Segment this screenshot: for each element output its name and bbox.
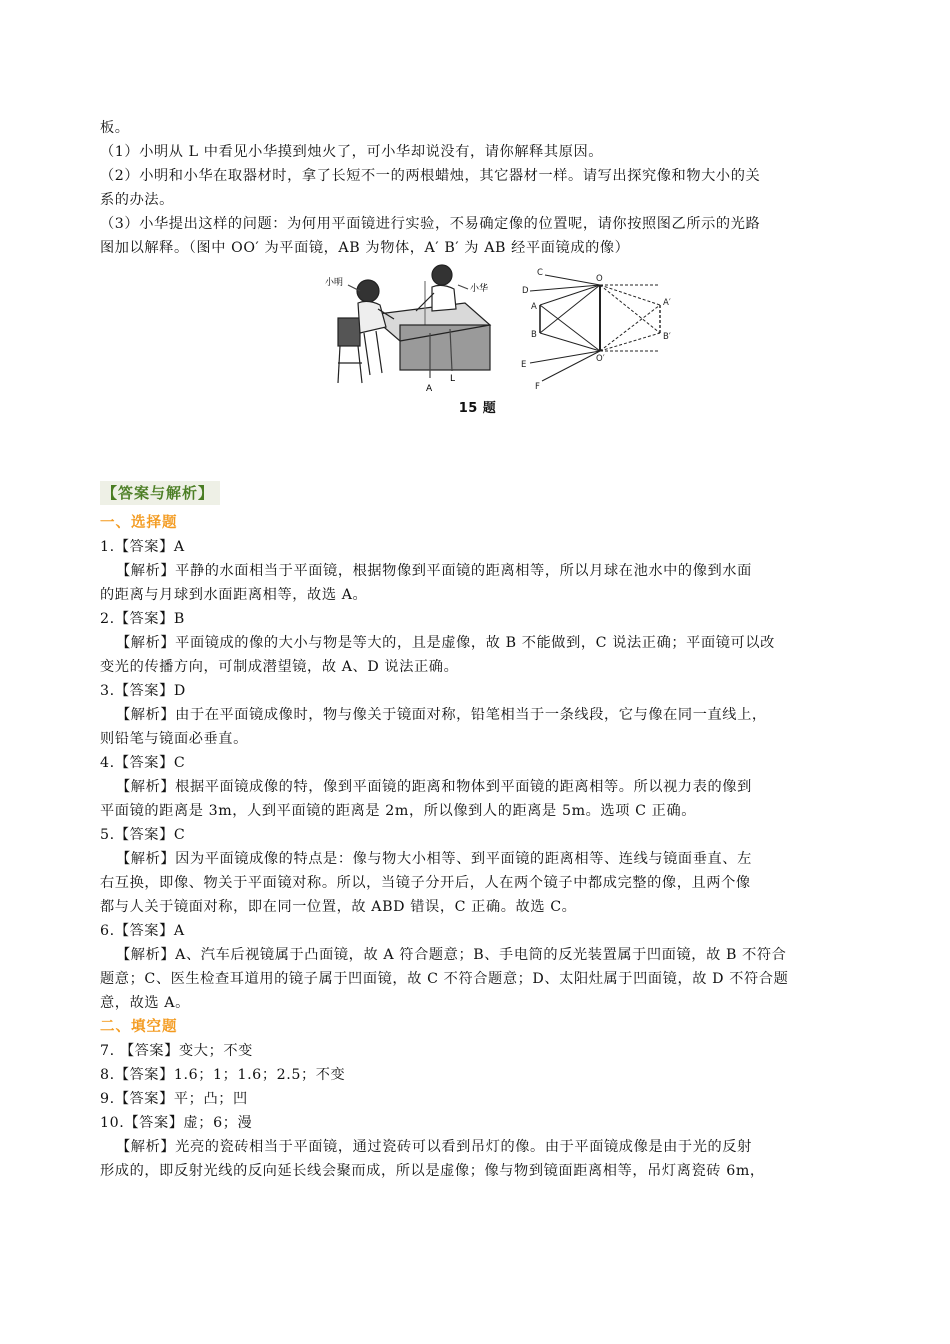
answer-line: 形成的，即反射光线的反向延长线会聚而成，所以是虚像；像与物到镜面距离相等，吊灯离瓷砖 6m， [100,1163,765,1179]
label-D: D [522,286,529,296]
answer-line: 【解析】A、汽车后视镜属于凸面镜，故 A 符合题意；B、手电筒的反光装置属于凹面镜，故 B 不符合 [116,947,787,963]
question-text [100,116,855,260]
answer-line: 平面镜的距离是 3m，人到平面镜的距离是 2m，所以像到人的距离是 5m。选项 C 正确。 [100,803,697,819]
answer-line: 8.【答案】1.6；1；1.6；2.5；不变 [100,1067,346,1083]
answer-line: 则铅笔与镜面必垂直。 [100,731,248,747]
label-B-prime: B′ [663,332,671,342]
label-C: C [537,268,543,278]
question-line: （1）小明从 L 中看见小华摸到烛火了，可小华却说没有，请你解释其原因。 [100,144,604,160]
answer-line: 右互换，即像、物关于平面镜对称。所以，当镜子分开后，人在两个镜子中都成完整的像，且两个像 [100,875,751,891]
answer-line: 都与人关于镜面对称，即在同一位置，故 ABD 错误，C 正确。故选 C。 [100,899,577,915]
answer-line: 变光的传播方向，可制成潜望镜，故 A、D 说法正确。 [100,659,459,675]
answer-line: 【解析】由于在平面镜成像时，物与像关于镜面对称，铅笔相当于一条线段，它与像在同一直线上， [116,707,767,723]
answer-line: 4.【答案】C [100,755,186,771]
section-fill-heading: 二、填空题 [100,1018,178,1035]
answer-line: 6.【答案】A [100,923,185,939]
answer-line: 意，故选 A。 [100,995,190,1011]
experiment-diagram [325,263,750,395]
answer-line: 7. 【答案】变大；不变 [100,1043,253,1059]
answer-line: 3.【答案】D [100,683,186,699]
label-O-prime: O′ [596,354,605,364]
answer-line: 2.【答案】B [100,611,185,627]
figure-caption: 15 题 [458,401,497,416]
answer-line: 题意；C、医生检查耳道用的镜子属于凹面镜，故 C 不符合题意；D、太阳灶属于凹面镜，故 D 不符合题 [100,971,789,987]
answer-line: 1.【答案】A [100,539,185,555]
answer-line: 【解析】光亮的瓷砖相当于平面镜，通过瓷砖可以看到吊灯的像。由于平面镜成像是由于光的反射 [116,1139,752,1155]
answer-line: 【解析】因为平面镜成像的特点是：像与物大小相等、到平面镜的距离相等、连线与镜面垂直、左 [116,851,752,867]
label-xiaoming: 小明 [325,278,344,288]
answers-title: 【答案与解析】 [100,481,220,505]
label-O: O [596,274,603,284]
label-F: F [535,382,540,392]
section-choice-heading: 一、选择题 [100,514,178,531]
answer-line: 【解析】平面镜成的像的大小与物是等大的，且是虚像，故 B 不能做到，C 说法正确；平面镜可以改 [116,635,775,651]
answer-line: 5.【答案】C [100,827,186,843]
answer-line: 9.【答案】平；凸；凹 [100,1091,248,1107]
answer-line: 【解析】平静的水面相当于平面镜，根据物像到平面镜的距离相等，所以月球在池水中的像到水面 [116,563,752,579]
ray-diagram [530,275,660,381]
page-content [100,116,855,1183]
label-B-object: B [531,330,537,340]
label-xiaohua: 小华 [470,284,489,294]
answer-line: 10.【答案】虚；6；漫 [100,1115,253,1131]
question-line: 图加以解释。（图中 OO′ 为平面镜，AB 为物体，A′ B′ 为 AB 经平面镜成的像） [100,240,630,256]
students-illustration [338,265,490,383]
label-L-line: L [450,374,456,384]
question-line: 系的办法。 [100,192,174,208]
question-line: 板。 [100,120,130,136]
figure-15 [100,263,855,423]
question-line: （3）小华提出这样的问题：为何用平面镜进行实验，不易确定像的位置呢，请你按照图乙所示的光路 [100,216,761,232]
answers-section [100,481,855,1183]
label-E: E [521,360,527,370]
question-line: （2）小明和小华在取器材时，拿了长短不一的两根蜡烛，其它器材一样。请写出探究像和物大小的关 [100,168,761,184]
label-A-object: A [531,302,537,312]
answer-line: 的距离与月球到水面距离相等，故选 A。 [100,587,368,603]
fill-answers [100,1039,855,1183]
choice-answers [100,535,855,1015]
label-A-line: A [426,384,433,394]
answer-line: 【解析】根据平面镜成像的特，像到平面镜的距离和物体到平面镜的距离相等。所以视力表的像到 [116,779,752,795]
label-A-prime: A′ [663,298,671,308]
